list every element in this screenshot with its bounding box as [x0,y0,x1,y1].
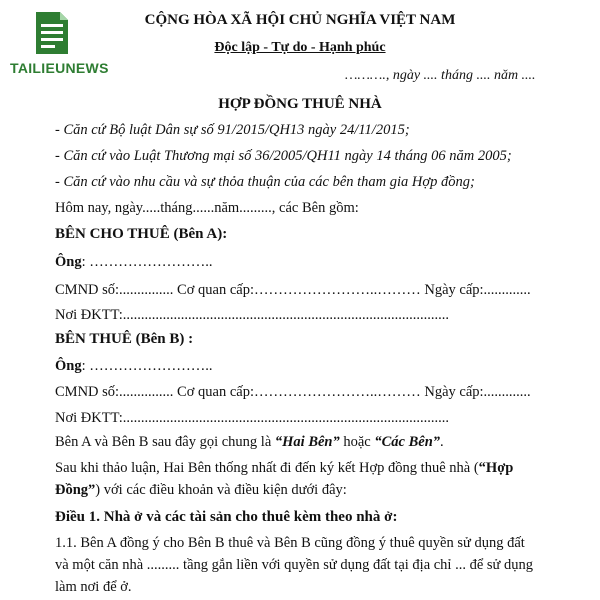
collective-middle: hoặc [339,434,375,450]
agreement-line-2 [55,482,347,499]
logo-text: TAILIEUNEWS [10,60,109,76]
party-a-name-line [55,254,213,271]
article-1-clause-line-3: làm nơi để ở. [55,579,132,595]
contract-title: HỢP ĐỒNG THUÊ NHÀ [218,96,382,112]
collective-term-2: “Các Bên” [374,434,441,450]
intro-line: Hôm nay, ngày.....tháng......năm........., các Bên gồm: [55,200,359,216]
agreement-term-start: “Hợp [478,460,514,476]
party-a-id-line: CMND số:............... Cơ quan cấp:……………………..……… Ngày cấp:............. [55,282,531,298]
party-a-heading: BÊN CHO THUÊ (Bên A): [55,226,228,242]
legal-basis-1: - Căn cứ Bộ luật Dân sự số 91/2015/QH13 ngày 24/11/2015; [55,122,410,138]
collective-prefix: Bên A và Bên B sau đây gọi chung là [55,434,275,450]
party-b-address-line: Nơi ĐKTT:.......................................................................................... [55,410,450,426]
party-b-name-label: Ông [55,358,82,374]
collective-term-1: “Hai Bên” [274,434,340,450]
motto: Độc lập - Tự do - Hạnh phúc [214,40,386,55]
dateline: ………., ngày .... tháng .... năm .... [345,68,536,83]
party-b-id-line: CMND số:............... Cơ quan cấp:……………………..……… Ngày cấp:............. [55,384,531,400]
party-b-name-fill: : …………………….. [81,358,213,374]
collective-suffix: . [440,434,444,450]
agreement-line-1 [55,460,513,477]
article-1-clause-line-2: và một căn nhà ......... tầng gắn liền với quyền sử dụng đất tại địa chỉ ... để sử dụng [55,557,534,573]
agreement-suffix: ) với các điều khoản và điều kiện dưới đây: [95,482,347,498]
collective-naming [55,434,444,451]
party-a-name-fill: : …………………….. [81,254,213,270]
legal-basis-3: - Căn cứ vào nhu cầu và sự thỏa thuận của các bên tham gia Hợp đồng; [55,174,475,190]
nation-heading: CỘNG HÒA XÃ HỘI CHỦ NGHĨA VIỆT NAM [144,12,456,28]
party-b-heading: BÊN THUÊ (Bên B) : [55,331,194,347]
agreement-prefix: Sau khi thảo luận, Hai Bên thống nhất đi đến ký kết Hợp đồng thuê nhà ( [55,460,479,476]
party-a-address-line: Nơi ĐKTT:.......................................................................................... [55,307,450,323]
agreement-term-end: Đồng” [55,482,96,498]
party-b-name-line [55,358,213,375]
legal-basis-2: - Căn cứ vào Luật Thương mại số 36/2005/QH11 ngày 14 tháng 06 năm 2005; [55,148,512,164]
article-1-clause-line-1: 1.1. Bên A đồng ý cho Bên B thuê và Bên B cũng đồng ý thuê quyền sử dụng đất [55,535,525,551]
article-1-heading: Điều 1. Nhà ở và các tài sản cho thuê kèm theo nhà ở: [55,509,398,525]
party-a-name-label: Ông [55,254,82,270]
